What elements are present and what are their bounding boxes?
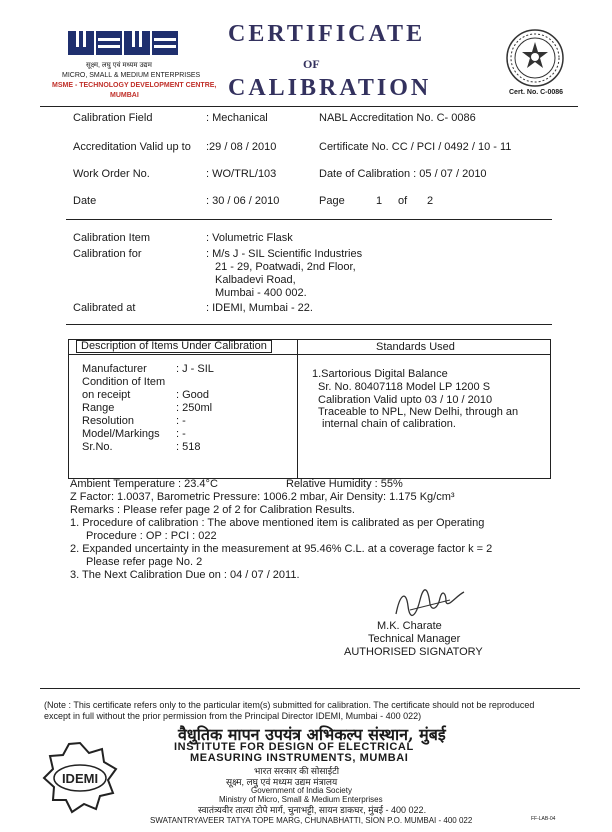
receipt-value: : Good (176, 389, 210, 401)
page-current: 1 (376, 195, 383, 207)
standard-line3: Calibration Valid upto 03 / 10 / 2010 (318, 394, 493, 406)
model-label: Model/Markings (82, 428, 160, 440)
certificate-title: CERTIFICATE (228, 21, 426, 47)
form-code: FF-LAB-04 (531, 816, 556, 822)
resolution-label: Resolution (82, 415, 134, 427)
srno-label: Sr.No. (82, 441, 113, 453)
page-of: of (398, 195, 408, 207)
note-1: 1. Procedure of calibration : The above mentioned item is calibrated as per Operating (70, 517, 485, 529)
calibration-title: CALIBRATION (228, 75, 432, 101)
footer-divider (40, 688, 580, 689)
range-value: : 250ml (176, 402, 213, 414)
msme-logo (68, 28, 178, 58)
idemi-logo-text: IDEMI (61, 771, 99, 786)
table-right-header: Standards Used (376, 341, 455, 353)
standard-line4: Traceable to NPL, New Delhi, through an (318, 406, 519, 418)
standard-line2: Sr. No. 80407118 Model LP 1200 S (318, 381, 491, 393)
calibration-item-label: Calibration Item (73, 232, 151, 244)
ambient-temperature: Ambient Temperature : 23.4°C (70, 478, 218, 490)
accreditation-valid-label: Accreditation Valid up to (73, 141, 191, 153)
standard-line5: internal chain of calibration. (322, 418, 456, 430)
msme-city: MUMBAI (110, 92, 139, 99)
customer-address-line1: 21 - 29, Poatwadi, 2nd Floor, (215, 261, 356, 273)
work-order-value: : WO/TRL/103 (206, 168, 277, 180)
model-value: : - (176, 428, 186, 440)
institute-name-hindi: वैधुतिक मापन उपयंत्र अभिकल्प संस्थान, मुंबई (178, 725, 446, 744)
receipt-label: on receipt (82, 389, 131, 401)
nabl-seal-icon (505, 28, 565, 88)
page-total: 2 (427, 195, 434, 207)
customer-address-line3: Mumbai - 400 002. (215, 287, 307, 299)
item-divider (66, 324, 552, 325)
standard-line1: 1.Sartorious Digital Balance (312, 368, 448, 380)
date-of-calibration: Date of Calibration : 05 / 07 / 2010 (319, 168, 487, 180)
institute-name-line1: INSTITUTE FOR DESIGN OF ELECTRICAL (174, 741, 414, 753)
header-divider (40, 106, 578, 107)
calibration-for-value: : M/s J - SIL Scientific Industries (206, 248, 363, 260)
disclaimer-line1: (Note : This certificate refers only to the particular item(s) submitted for calibration. The certificate should not be reproduced (44, 700, 535, 710)
srno-value: : 518 (176, 441, 201, 453)
disclaimer-line2: except in full without the prior permission from the Principal Director IDEMI, Mumbai - 400 022) (44, 711, 422, 721)
certificate-number: Certificate No. CC / PCI / 0492 / 10 - 11 (319, 141, 512, 153)
manufacturer-label: Manufacturer (82, 363, 147, 375)
resolution-value: : - (176, 415, 186, 427)
ministry-english: Ministry of Micro, Small & Medium Enterprises (219, 795, 383, 804)
remarks: Remarks : Please refer page 2 of 2 for Calibration Results. (70, 504, 355, 516)
work-order-label: Work Order No. (73, 168, 150, 180)
nabl-cert-number: Cert. No. C-0086 (509, 89, 564, 96)
note-3: 3. The Next Calibration Due on : 04 / 07 / 2011. (70, 569, 300, 581)
accreditation-valid-value: :29 / 08 / 2010 (206, 141, 277, 153)
calibration-for-label: Calibration for (73, 248, 142, 260)
calibrated-at-label: Calibrated at (73, 302, 136, 314)
condition-label: Condition of Item (82, 376, 166, 388)
idemi-logo (42, 740, 118, 816)
signatory-title: Technical Manager (368, 633, 461, 645)
z-factor-line: Z Factor: 1.0037, Barometric Pressure: 1006.2 mbar, Air Density: 1.175 Kg/cm³ (70, 491, 455, 503)
date-value: : 30 / 06 / 2010 (206, 195, 280, 207)
authorised-signatory: AUTHORISED SIGNATORY (344, 646, 483, 658)
note-1-procedure: Procedure : OP : PCI : 022 (86, 530, 217, 542)
msme-name: MICRO, SMALL & MEDIUM ENTERPRISES (62, 72, 201, 79)
certificate-title-of: OF (303, 57, 320, 71)
calibrated-at-value: : IDEMI, Mumbai - 22. (206, 302, 313, 314)
range-label: Range (82, 402, 115, 414)
calibration-item-value: : Volumetric Flask (206, 232, 293, 244)
calibration-field-label: Calibration Field (73, 112, 153, 124)
address-hindi: स्वातंत्र्यवीर तात्या टोपे मार्ग, चुनाभट्टी, सायन डाकघर, मुंबई - 400 022. (198, 805, 427, 815)
address-english: SWATANTRYAVEER TATYA TOPE MARG, CHUNABHATTI, SION P.O. MUMBAI - 400 022 (150, 816, 473, 825)
manufacturer-value: : J - SIL (176, 363, 214, 375)
table-header-divider (68, 354, 551, 355)
relative-humidity: Relative Humidity : 55% (286, 478, 403, 490)
note-2-reference: Please refer page No. 2 (86, 556, 203, 568)
signatory-name: M.K. Charate (377, 620, 442, 632)
page-label: Page (319, 195, 345, 207)
calibration-field-value: : Mechanical (206, 112, 268, 124)
table-left-header: Description of Items Under Calibration (81, 340, 267, 352)
msme-tdc: MSME - TECHNOLOGY DEVELOPMENT CENTRE, (52, 82, 217, 89)
msme-hindi-text: सूक्ष्म, लघु एवं मध्यम उद्यम (86, 62, 152, 69)
date-label: Date (73, 195, 97, 207)
government-english: Government of India Society (251, 786, 352, 795)
ministry-hindi: सूक्ष्म, लघु एवं मध्यम उद्यम मंत्रालय (226, 777, 338, 787)
government-hindi: भारत सरकार की सोसाईटी (254, 766, 340, 776)
nabl-accreditation: NABL Accreditation No. C- 0086 (319, 112, 476, 124)
signature-mark (390, 586, 470, 622)
institute-name-line2: MEASURING INSTRUMENTS, MUMBAI (190, 752, 409, 764)
details-divider (66, 219, 552, 220)
table-column-divider (297, 339, 298, 479)
customer-address-line2: Kalbadevi Road, (215, 274, 296, 286)
note-2: 2. Expanded uncertainty in the measurement at 95.46% C.L. at a coverage factor k = 2 (70, 543, 493, 555)
